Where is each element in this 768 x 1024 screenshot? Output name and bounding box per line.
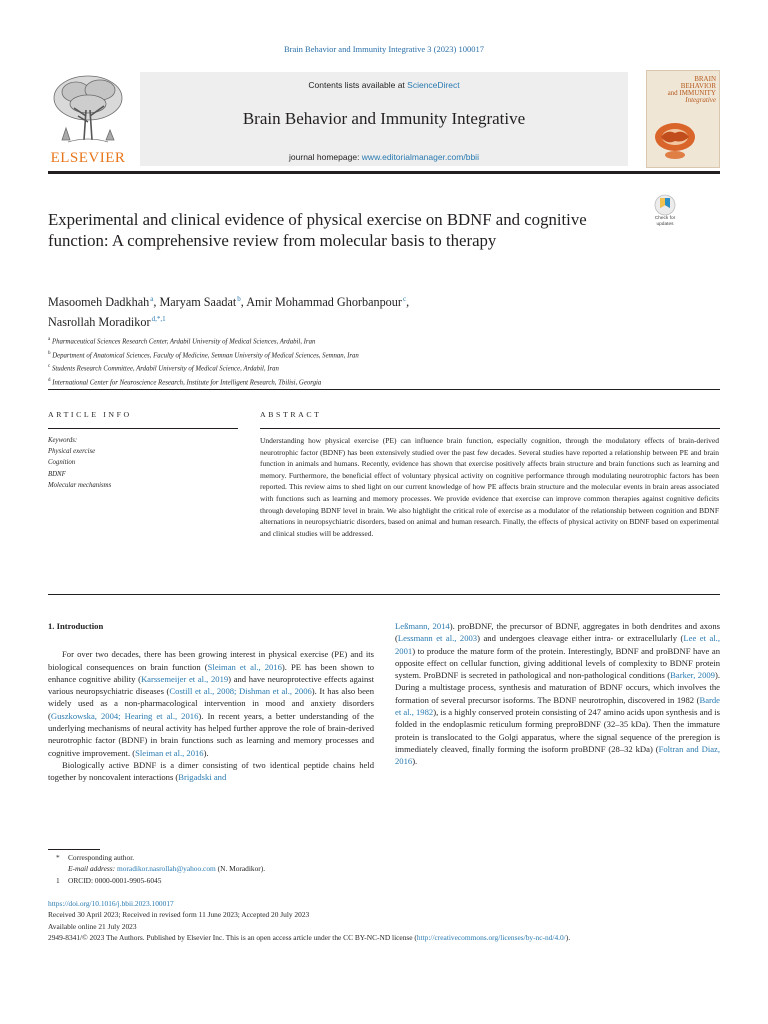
body-text: ), is a highly conserved protein consisting of 247 amino acids upon synthesis and is folded in the endoplasmic reticulum forming preproBDNF (32–35 kDa). Then the immature protein is translocated to the Golgi apparatus, where the signal sequence of the preregion is immediately cleaved, finally forming the isoform proBDNF (28–32 kDa) ( xyxy=(395,707,720,754)
author-affiliation-marker[interactable]: c xyxy=(402,295,407,303)
author-affiliation-marker[interactable]: a xyxy=(150,295,154,303)
author-name[interactable]: Amir Mohammad Ghorbanpour xyxy=(246,295,402,310)
affiliation-text: Pharmaceutical Sciences Research Center, Ardabil University of Medical Sciences, Ardabil, Iran xyxy=(51,338,316,346)
body-text: ) to produce the mature form of the protein. Interestingly, BDNF and proBDNF have an opposite effect on cellular function, giving additional levels of complexity to BDNF protein system. ProBDNF is secreted in pathological and non-pathological conditions ( xyxy=(395,645,720,681)
orcid-text: ORCID: 0000-0001-9905-6045 xyxy=(68,875,162,885)
elsevier-wordmark: ELSEVIER xyxy=(50,150,126,166)
citation-link[interactable]: Karssemeijer et al., 2019 xyxy=(140,673,229,684)
citation-link[interactable]: Barde et al., 1982 xyxy=(395,694,720,718)
affiliation-text: Department of Anatomical Sciences, Faculty of Medicine, Semnan University of Medical Sciences, Semnan, Iran xyxy=(52,351,359,359)
citation-link[interactable]: Guszkowska, 2004; Hearing et al., 2016 xyxy=(50,710,199,721)
email-owner: (N. Moradikor). xyxy=(217,864,266,874)
keyword-item: Physical exercise xyxy=(48,448,96,456)
homepage-line xyxy=(140,152,628,162)
body-text: ). xyxy=(412,756,418,767)
author-affiliation-marker[interactable]: d,*,1 xyxy=(151,315,166,324)
affiliation-item xyxy=(48,361,688,375)
journal-cover-thumbnail[interactable] xyxy=(646,70,720,168)
cover-title-line: BEHAVIOR xyxy=(680,82,716,90)
affiliation-marker: c xyxy=(48,364,51,370)
contents-line xyxy=(140,80,628,90)
body-text: ). It has also been widely used as a non-pharmacological intervention in mood and anxiety disorders ( xyxy=(48,686,375,721)
header-divider xyxy=(48,389,720,390)
citation-link[interactable]: Barker, 2009 xyxy=(670,670,715,681)
body-text: ). proBDNF, the precursor of BDNF, aggregates in both dendrites and axons ( xyxy=(395,621,720,644)
abstract-divider xyxy=(48,594,720,595)
author-list: Masoomeh Dadkhah $^a$, Maryam Saadat $^b$, Amir Mohammad Ghorbanpour $^c$, Nasrollah Moradikor $^{d,*,1}$ xyxy=(48,295,410,330)
body-text: ) and undergoes cleavage either intra- or extracellularly ( xyxy=(477,633,684,644)
body-column-right xyxy=(395,620,720,768)
keywords-block xyxy=(48,435,238,491)
article-title: Experimental and clinical evidence of physical exercise on BDNF and cognitive function: A comprehensive review from molecular basis to therapy xyxy=(48,210,587,250)
body-text: For over two decades, there has been growing interest in physical exercise (PE) and its biological consequences on brain function ( xyxy=(48,649,374,672)
article-info-rule xyxy=(48,428,238,429)
author-affiliation-marker[interactable]: b xyxy=(237,295,241,303)
affiliation-marker: d xyxy=(48,378,51,384)
masthead-rule xyxy=(48,171,720,174)
body-paragraph xyxy=(48,759,374,784)
citation-link[interactable]: Costill et al., 2008; Dishman et al., 2006 xyxy=(169,686,312,697)
footnote-marker: 1 xyxy=(56,875,60,885)
footnote-corresponding xyxy=(48,852,720,863)
author-name[interactable]: Maryam Saadat xyxy=(159,295,237,310)
affiliation-item xyxy=(48,375,688,389)
body-text: ). During a multistage process, synthesis and maturation of BDNF occurs, which involves the formation of several precursor isoforms. The BDNF neurotrophin, discovered in 1982 ( xyxy=(395,670,720,705)
footnote-orcid xyxy=(48,875,720,886)
brain-illustration-icon xyxy=(647,71,719,167)
sciencedirect-link[interactable]: ScienceDirect xyxy=(407,80,460,90)
cover-title-line: and IMMUNITY xyxy=(667,89,716,97)
footnote-email xyxy=(48,863,720,874)
keyword-item: Cognition xyxy=(48,459,76,467)
abstract-rule xyxy=(260,428,720,429)
affiliation-marker: b xyxy=(48,350,51,356)
abstract-text: Understanding how physical exercise (PE) can influence brain function, especially cognition, through the modulatory effects of brain-derived neurotrophic factor (BDNF) has been extensively studied over the past few decades. Several studies have reported a relationship between PE and brain function in animals and humans. Recently, evidence has shown that exercise positively affects brain structure and brain functions such as learning and memory. Furthermore, the beneficial effect of voluntary physical activity on cognitive performance through modulating neurotrophic factors has been reported. This review aims to shed light on our current knowledge of how PE affects brain structure and the molecular events in brain areas associated with functions such as learning and memory processes. We provide evidence that exercise can improve common therapies against cognitive deficits through developing BDNF level in brain. We also highlight the critical role of exercise as a modulator of the relationship between cognition and BDNF alternations in neuropsychiatric disorders, based on animal and human research. Finally, the effects of physical activity on BDNF based on experimental and clinical studies will be addressed. xyxy=(260,436,719,538)
citation-link[interactable]: Sleiman et al., 2016 xyxy=(207,661,282,672)
article-metadata xyxy=(48,898,720,944)
body-column-left xyxy=(48,620,374,784)
citation-link[interactable]: Foltran and Diaz, 2016 xyxy=(395,743,720,767)
email-link[interactable]: moradikor.nasrollah@yahoo.com xyxy=(117,864,216,874)
affiliation-item xyxy=(48,334,688,348)
body-text: ) and have neuroprotective effects against various neuropsychiatric diseases ( xyxy=(48,673,374,697)
abstract-heading: ABSTRACT xyxy=(260,410,322,419)
journal-masthead xyxy=(48,70,628,168)
received-dates: Received 30 April 2023; Received in revised form 11 June 2023; Accepted 20 July 2023 xyxy=(48,910,310,920)
email-label: E-mail address: xyxy=(68,864,116,874)
author-name[interactable]: Nasrollah Moradikor xyxy=(48,315,151,330)
keyword-item: BDNF xyxy=(48,470,66,478)
tree-icon xyxy=(48,70,128,150)
homepage-prefix: journal homepage: xyxy=(289,152,362,162)
cover-title-line: BRAIN xyxy=(694,75,716,83)
crossmark-icon xyxy=(646,194,684,216)
author-name[interactable]: Masoomeh Dadkhah xyxy=(48,295,150,310)
citation-link[interactable]: Lessmann et al., 2003 xyxy=(397,633,478,644)
footnote-rule xyxy=(48,849,100,850)
cover-title-line: Integrative xyxy=(685,96,716,104)
affiliation-item xyxy=(48,348,688,362)
citation-link[interactable]: Brigadski and xyxy=(178,772,227,783)
article-info-heading: ARTICLE INFO xyxy=(48,410,132,419)
body-paragraph xyxy=(48,648,374,759)
check-for-updates-badge[interactable] xyxy=(646,194,684,230)
affiliation-text: International Center for Neuroscience Research, Institute for Intelligent Research, Tbilisi, Georgia xyxy=(52,379,322,387)
crossmark-label: Check for updates xyxy=(654,216,676,227)
body-text: ). PE has been shown to enhance cognitive ability ( xyxy=(48,661,375,684)
citation-link[interactable]: Lee et al., 2001 xyxy=(395,633,720,656)
doi-link[interactable]: https://doi.org/10.1016/j.bbii.2023.100017 xyxy=(48,899,174,908)
affiliation-list xyxy=(48,334,688,389)
license-link[interactable]: http://creativecommons.org/licenses/by-nc-nd/4.0/ xyxy=(416,933,566,943)
masthead-info-box xyxy=(140,72,628,166)
license-text: 2949-8341/© 2023 The Authors. Published by Elsevier Inc. This is an open access article under the CC BY-NC-ND license ( xyxy=(48,933,417,943)
contents-prefix: Contents lists available at xyxy=(308,80,408,90)
affiliation-marker: a xyxy=(48,337,51,342)
keywords-label: Keywords: xyxy=(48,437,78,444)
journal-homepage-link[interactable]: www.editorialmanager.com/bbii xyxy=(361,152,479,162)
running-head[interactable]: Brain Behavior and Immunity Integrative 3 (2023) 100017 xyxy=(284,44,484,54)
body-text: ). In recent years, a better understanding of the underlying mechanisms of neural activity has helped further approve the role of brain-derived neurotrophic factor (BDNF) in brain functions such as learning and memory processes and cognitive improvement. ( xyxy=(48,710,374,758)
body-paragraph xyxy=(395,620,720,768)
available-online-date: Available online 21 July 2023 xyxy=(48,921,137,931)
citation-link[interactable]: Sleiman et al., 2016 xyxy=(135,747,204,758)
citation-link[interactable]: Leßmann, 2014 xyxy=(395,621,450,631)
body-text: Biologically active BDNF is a dimer consisting of two identical peptide chains held together by noncovalent interactions ( xyxy=(48,759,374,783)
license-suffix: ). xyxy=(565,933,571,943)
footnote-text: Corresponding author. xyxy=(68,853,135,862)
footnotes xyxy=(48,852,720,886)
section-heading-introduction: 1. Introduction xyxy=(48,621,104,631)
footnote-marker: * xyxy=(56,853,60,862)
keyword-item: Molecular mechanisms xyxy=(48,481,112,489)
license-statement xyxy=(48,932,720,943)
affiliation-text: Students Research Committee, Ardabil University of Medical Science, Ardabil, Iran xyxy=(51,365,279,373)
journal-title: Brain Behavior and Immunity Integrative xyxy=(242,109,526,128)
body-text: ). xyxy=(203,747,209,758)
